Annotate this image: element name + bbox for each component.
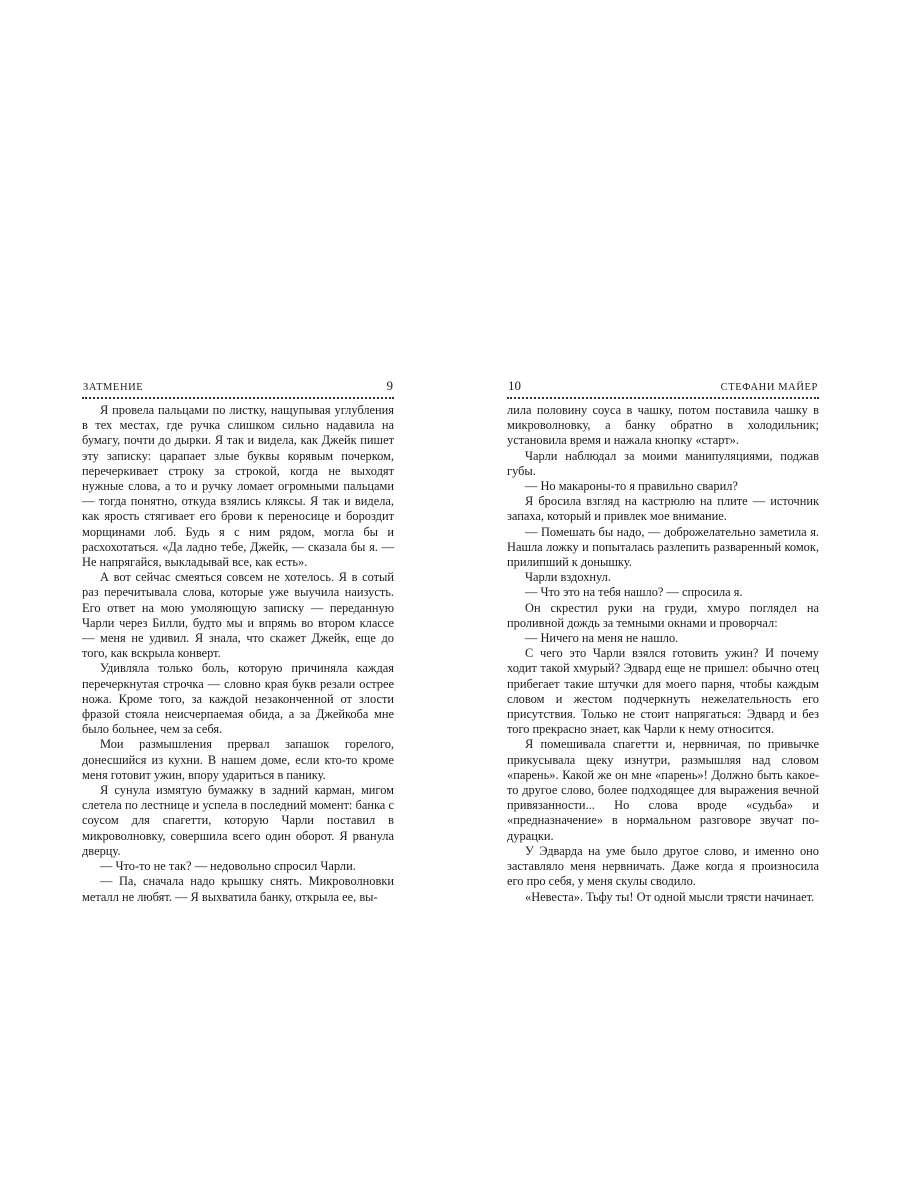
paragraph: лила половину соуса в чашку, потом поставила чашку в микроволновку, а банку обратно в холодильник; установила время и нажала кнопку «старт».: [507, 403, 819, 448]
paragraph: Я сунула измятую бумажку в задний карман, мигом слетела по лестнице и успела в последний момент: банка с соусом для спагетти, которую Чарли поставил в микроволновку, совершила всего один оборот. Я рванула дверцу.: [82, 783, 394, 858]
paragraph: — Что-то не так? — недовольно спросил Чарли.: [100, 859, 356, 874]
paragraph: У Эдварда на уме было другое слово, и именно оно заставляло меня нервничать. Даже когда я произносила его про себя, у меня скулы сводило.: [507, 843, 819, 889]
paragraph: — Но макароны-то я правильно сварил?: [525, 479, 738, 494]
paragraph: Он скрестил руки на груди, хмуро поглядел на проливной дождь за темными окнами и проворчал:: [507, 600, 819, 630]
right-running-head: [507, 378, 819, 399]
paragraph: — Что это на тебя нашло? — спросила я.: [525, 585, 743, 600]
paragraph: «Невеста». Тьфу ты! От одной мысли трясти начинает.: [525, 889, 815, 904]
paragraph: Чарли вздохнул.: [525, 570, 611, 585]
paragraph: — Помешать бы надо, — доброжелательно заметила я. Нашла ложку и попыталась разлепить разваренный комок, прилипший к донышку.: [507, 524, 819, 570]
paragraph: Чарли наблюдал за моими манипуляциями, поджав губы.: [507, 448, 819, 478]
left-page-body: [82, 403, 394, 905]
book-gutter: [449, 360, 450, 840]
left-running-head: [82, 378, 394, 399]
paragraph: Я помешивала спагетти и, нервничая, по привычке прикусывала щеку изнутри, размышляя над словом «парень». Какой же он мне «парень»! Должно быть какое-то другое слово, более подходящее для выражения вечной привязанности... Но слова вроде «судьба» и «предназначение» в нормальном разговоре звучат по-дурацки.: [507, 737, 819, 843]
right-page-body: [507, 403, 819, 905]
left-page: [82, 378, 394, 905]
paragraph: Я бросила взгляд на кастрюлю на плите — источник запаха, который и привлек мое внимание.: [507, 494, 819, 524]
author-name-header: СТЕФАНИ МАЙЕР: [720, 382, 818, 393]
book-title-header: ЗАТМЕНИЕ: [83, 382, 144, 393]
paragraph: — Па, сначала надо крышку снять. Микроволновки металл не любят. — Я выхватила банку, открыла ее, вы-: [82, 874, 394, 904]
paragraph: Мои размышления прервал запашок горелого, донесшийся из кухни. В нашем доме, если кто-то кроме меня готовит ужин, впору удариться в панику.: [82, 737, 394, 782]
right-page: [507, 378, 819, 905]
page-number-left: 9: [386, 378, 393, 393]
page-number-right: 10: [508, 378, 521, 393]
paragraph: — Ничего на меня не нашло.: [525, 631, 679, 646]
paragraph: Удивляла только боль, которую причиняла каждая перечеркнутая строчка — словно края букв резали острее ножа. Кроме того, за каждой незаконченной от злости фразой стояла неисчерпаемая обида, а за Джейкоба мне было больнее, чем за себя.: [82, 661, 394, 737]
paragraph: А вот сейчас смеяться совсем не хотелось. Я в сотый раз перечитывала слова, которые уже выучила наизусть. Его ответ на мою умоляющую записку — переданную Чарли через Билли, будто мы и впрямь во втором классе — меня не удивил. Я знала, что скажет Джейк, еще до того, как вскрыла конверт.: [82, 570, 394, 661]
paragraph: Я провела пальцами по листку, нащупывая углубления в тех местах, где ручка слишком сильно надавила на бумагу, почти до дырки. Я так и видела, как Джейк пишет эту записку: царапает злые буквы корявым почерком, перечеркивает строку за строкой, когда не выходят нужные слова, а то и ручку ломает огромными пальцами — тогда понятно, откуда взялись кляксы. Я так и видела, как ярость стягивает его брови к переносице и бороздит морщинами лоб. Будь я с ним рядом, могла бы и расхохотаться. «Да ладно тебе, Джейк, — сказала бы я. — Не напрягайся, выкладывай все, как есть».: [82, 403, 394, 570]
paragraph: С чего это Чарли взялся готовить ужин? И почему ходит такой хмурый? Эдвард еще не пришел: обычно отец прибегает такие штучки для моего парня, чтобы каждым словом и жестом подчеркнуть нежелательность его присутствия. Только не стоит напрягаться: Эдвард и без того прекрасно знает, как Чарли к нему относится.: [507, 646, 819, 737]
